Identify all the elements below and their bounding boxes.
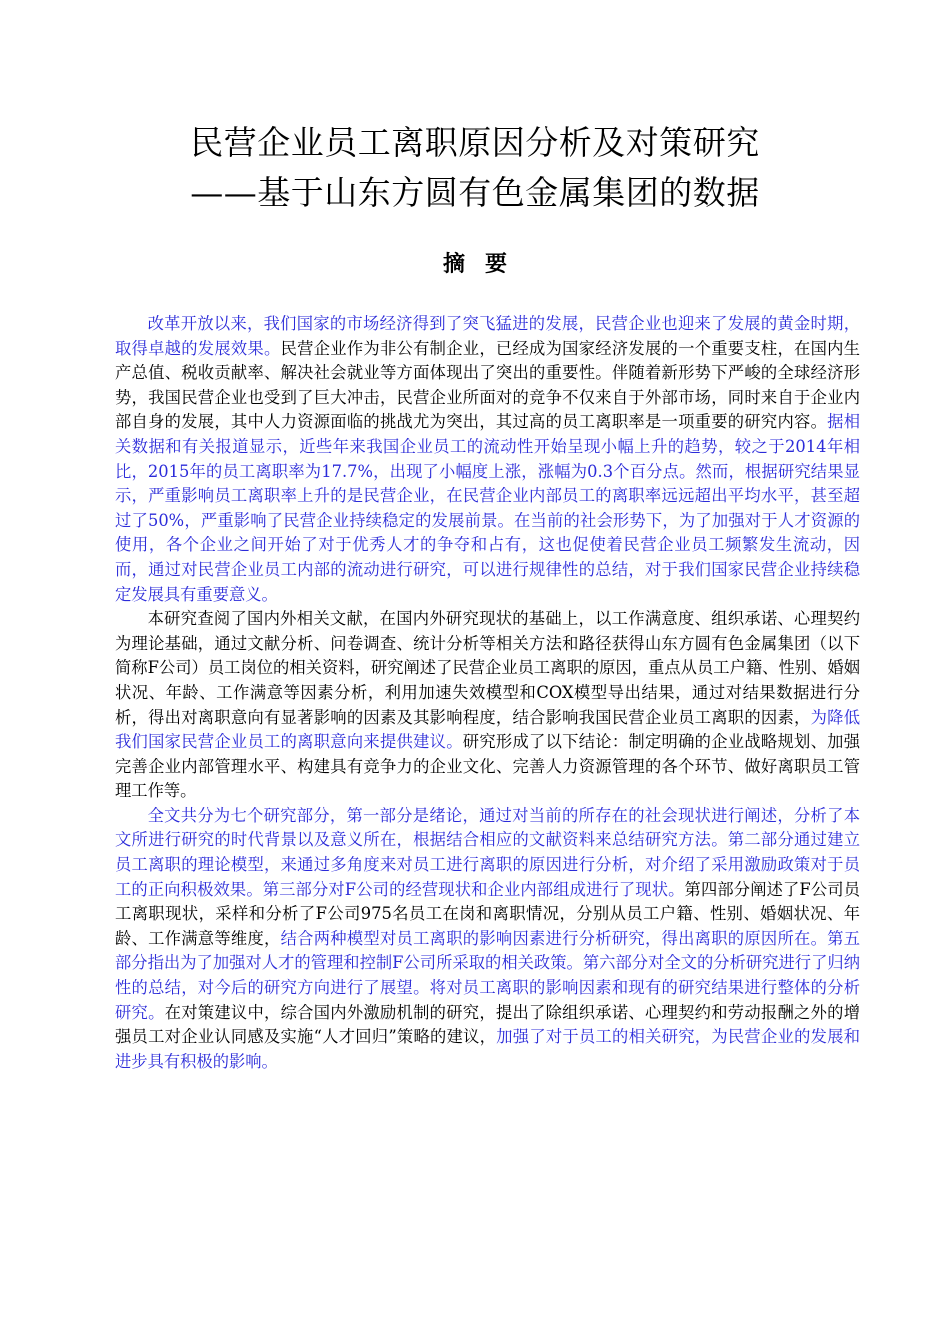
paper-title-line-1: 民营企业员工离职原因分析及对策研究 (190, 123, 760, 162)
abstract-paragraph-1 (115, 312, 860, 607)
paper-title-line-2: ——基于山东方圆有色金属集团的数据 (190, 173, 760, 212)
text-segment: 民营企业作为非公有制企业，已经成为国家经济发展的一个重要支柱，在国内生产总值、税收贡献率、解决社会就业等方面体现出了突出的重要性。伴随着新形势下严峻的全球经济形势，我国民营企业也受到了巨大冲击，民营企业所面对的竞争不仅来自于外部市场，同时来自于企业内部自身的发展，其中人力资源面临的挑战尤为突出，其过高的员工离职率是一项重要的研究内容。 (115, 338, 860, 432)
text-segment: 改革开放以来，我们国家的市场经济得到了突飞猛进的发展，民营企业也迎来了发展的黄金时期，取得卓越的发展效果。 (115, 314, 860, 358)
abstract-heading-char-1: 摘 (442, 252, 465, 277)
text-segment: 在对策建议中，综合国内外激励机制的研究，提出了除组织承诺、心理契约和劳动报酬之外的增强员工对企业认同感及实施“人才回归”策略的建议， (115, 1002, 860, 1047)
abstract-paragraph-3 (115, 804, 860, 1075)
text-segment: 第四部分阐述了F公司员工离职现状，采样和分析了F公司975名员工在岗和离职情况，分别从员工户籍、性别、婚姻状况、年龄、工作满意等维度， (115, 879, 860, 948)
abstract-heading-char-2: 要 (485, 252, 508, 277)
text-segment: 加强了对于员工的相关研究，为民营企业的发展和进步具有积极的影响。 (115, 1027, 860, 1071)
text-segment: 本研究查阅了国内外相关文献，在国内外研究现状的基础上，以工作满意度、组织承诺、心理契约为理论基础，通过文献分析、问卷调查、统计分析等相关方法和路径获得山东方圆有色金属集团（以下简称F公司）员工岗位的相关资料，研究阐述了民营企业员工离职的原因，重点从员工户籍、性别、婚姻状况、年龄、工作满意等因素分析，利用加速失效模型和COX模型导出结果，通过对结果数据进行分析，得出对离职意向有显著影响的因素及其影响程度，结合影响我国民营企业员工离职的因素， (115, 609, 860, 727)
abstract-body (115, 312, 860, 1074)
abstract-paragraph-2 (115, 607, 860, 804)
abstract-heading (0, 250, 950, 280)
text-segment: 结合两种模型对员工离职的影响因素进行分析研究，得出离职的原因所在。第五部分指出为了加强对人才的管理和控制F公司所采取的相关政策。第六部分对全文的分析研究进行了归纳性的总结，对今后的研究方向进行了展望。将对员工离职的影响因素和现有的研究结果进行整体的分析研究。 (115, 928, 860, 1022)
text-segment: 据相关数据和有关报道显示，近些年来我国企业员工的流动性开始呈现小幅上升的趋势，较之于2014年相比，2015年的员工离职率为17.7%，出现了小幅度上涨，涨幅为0.3个百分点。然而，根据研究结果显示，严重影响员工离职率上升的是民营企业，在民营企业内部员工的离职率远远超出平均水平，甚至超过了50%，严重影响了民营企业持续稳定的发展前景。在当前的社会形势下，为了加强对于人才资源的使用，各个企业之间开始了对于优秀人才的争夺和占有，这也促使着民营企业员工频繁发生流动，因而，通过对民营企业员工内部的流动进行研究，可以进行规律性的总结，对于我们国家民营企业持续稳定发展具有重要意义。 (115, 412, 860, 604)
text-segment: 全文共分为七个研究部分，第一部分是绪论，通过对当前的所存在的社会现状进行阐述，分析了本文所进行研究的时代背景以及意义所在，根据结合相应的文献资料来总结研究方法。第二部分通过建立员工离职的理论模型，来通过多角度来对员工进行离职的原因进行分析，对介绍了采用激励政策对于员工的正向积极效果。第三部分对F公司的经营现状和企业内部组成进行了现状。 (115, 805, 860, 899)
text-segment: 为降低我们国家民营企业员工的离职意向来提供建议。 (115, 707, 860, 752)
paper-title (0, 118, 950, 218)
text-segment: 研究形成了以下结论：制定明确的企业战略规划、加强完善企业内部管理水平、构建具有竞争力的企业文化、完善人力资源管理的各个环节、做好离职员工管理工作等。 (115, 732, 860, 801)
